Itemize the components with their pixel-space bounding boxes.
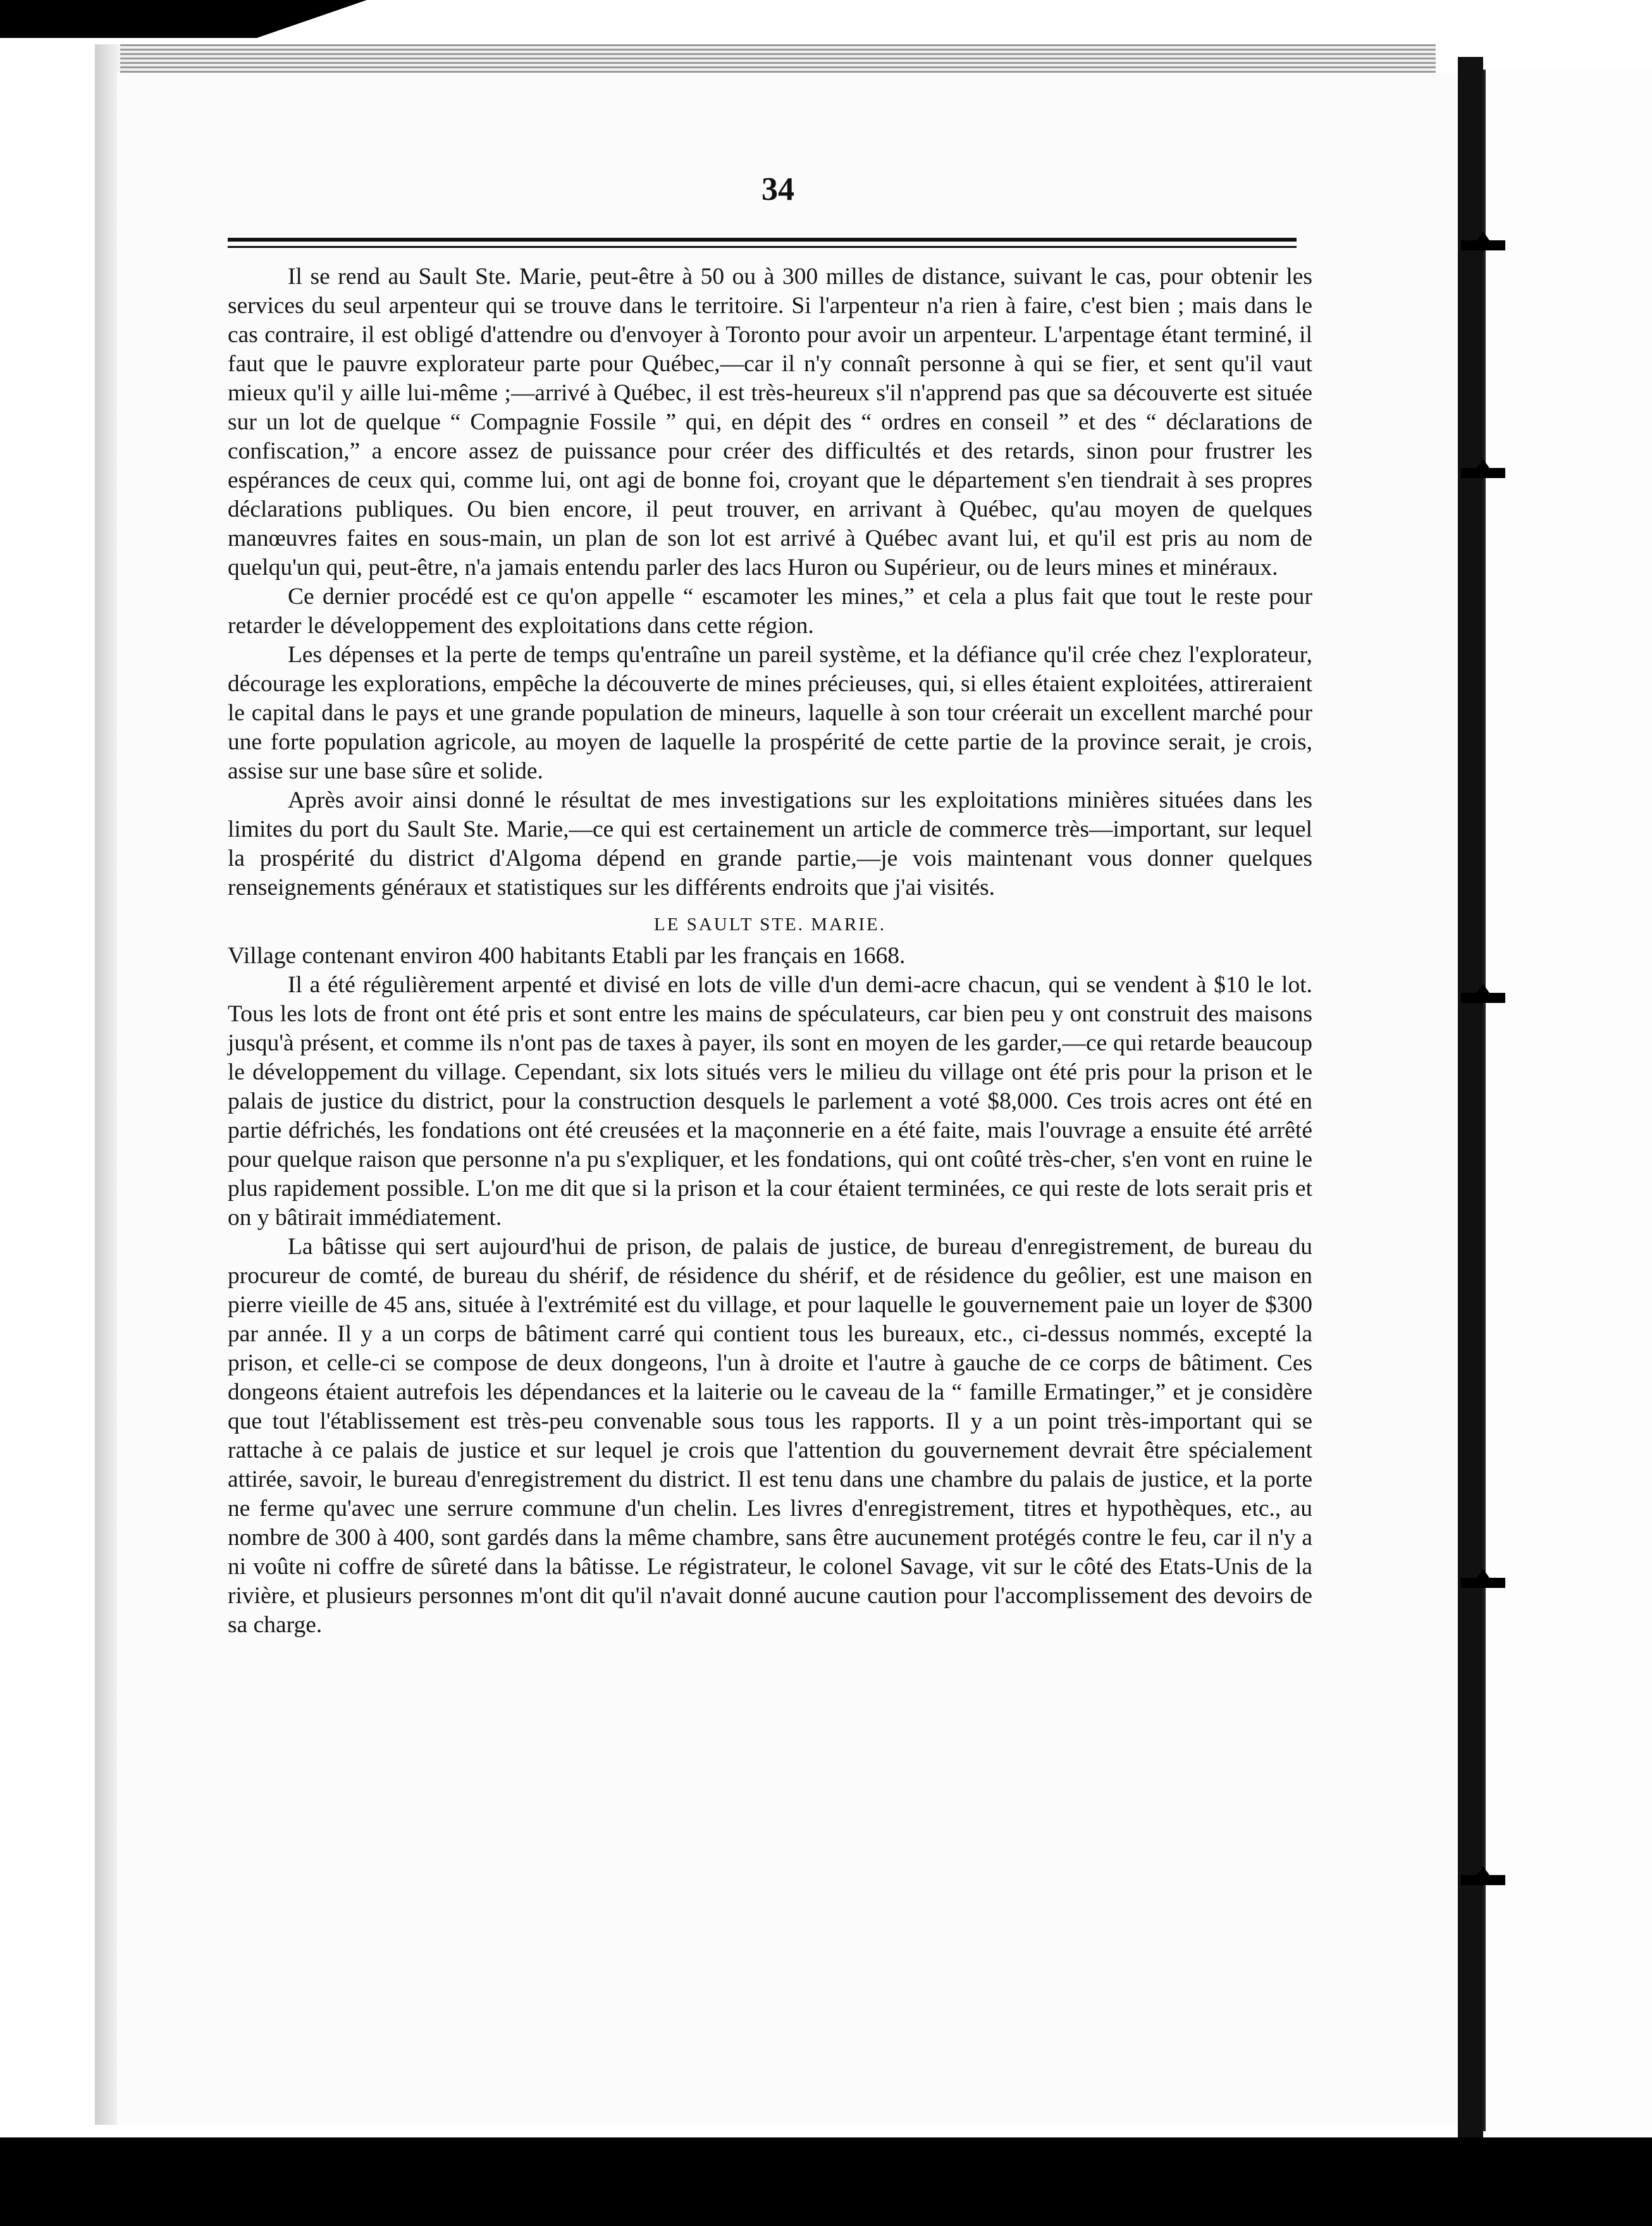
scan-border-right <box>1458 57 1483 2144</box>
margin-marker <box>1461 1578 1505 1588</box>
margin-marker <box>1461 240 1505 250</box>
paragraph: La bâtisse qui sert aujourd'hui de prison, de palais de justice, de bureau d'enregistrement, de bureau du procureur de comté, de bureau du shérif, de résidence du shérif, et de résidence du geôlier, est une maison en pierre vieille de 45 ans, située à l'extrémité est du village, et pour laquelle le gouvernement paie un loyer de $300 par année. Il y a un corps de bâtiment carré qui contient tous les bureaux, etc., ci-dessus nommés, excepté la prison, et celle-ci se compose de deux dongeons, l'un à droite et l'autre à gauche de ce corps de bâtiment. Ces dongeons étaient autrefois les dépendances et la laiterie ou le caveau de la “ famille Ermatinger,” et je considère que tout l'établissement est très-peu convenable sous tous les rapports. Il y a un point très-important qui se rattache à ce palais de justice et sur lequel je crois que l'attention du gouvernement devrait être spécialement attirée, savoir, le bureau d'enregistrement du district. Il est tenu dans une chambre du palais de justice, et la porte ne ferme qu'avec une serrure commune d'un chelin. Les livres d'enregistrement, titres et hypothèques, etc., au nombre de 300 à 400, sont gardés dans la même chambre, sans être aucunement protégés contre le feu, car il n'y a ni voûte ni coffre de sûreté dans la bâtisse. Le régistrateur, le colonel Savage, vit sur le côté des Etats-Unis de la rivière, et plusieurs personnes m'ont dit qu'il n'avait donné aucune caution pour l'accomplissement des devoirs de sa charge. <box>228 1234 1312 1638</box>
stacked-page-edges <box>95 44 1436 76</box>
paragraph: Après avoir ainsi donné le résultat de mes investigations sur les exploitations minières situées dans les limites du port du Sault Ste. Marie,—ce qui est certainement un article de commerce très—important, sur lequel la prospérité du district d'Algoma dépend en grande partie,—je vois maintenant vous donner quelques renseignements généraux et statistiques sur les différents endroits que j'ai visités. <box>228 787 1312 901</box>
scan-border-bottom <box>0 2137 1652 2226</box>
page-shadow <box>95 44 120 2125</box>
paragraph: Ce dernier procédé est ce qu'on appelle “ escamoter les mines,” et cela a plus fait que tout le reste pour retarder le développement des exploitations dans cette région. <box>228 584 1312 639</box>
paragraph: Les dépenses et la perte de temps qu'entraîne un pareil système, et la défiance qu'il crée chez l'explorateur, décourage les explorations, empêche la découverte de mines précieuses, qui, si elles étaient exploitées, attireraient le capital dans le pays et une grande population de mineurs, laquelle à son tour créerait un excellent marché pour une forte population agricole, au moyen de laquelle la prospérité de cette partie de la province serait, je crois, assise sur une base sûre et solide. <box>228 642 1312 784</box>
page-fold-line <box>1483 70 1486 2131</box>
page-number: 34 <box>761 171 794 207</box>
section-intro: Village contenant environ 400 habitants Etabli par les français en 1668. <box>228 943 906 969</box>
scan-border-top <box>0 0 367 38</box>
header-rule <box>228 238 1297 242</box>
header-rule <box>228 246 1297 248</box>
margin-marker <box>1461 993 1505 1003</box>
margin-marker <box>1461 468 1505 478</box>
body-text <box>228 262 1312 1640</box>
margin-marker <box>1461 1875 1505 1885</box>
paragraph: Il se rend au Sault Ste. Marie, peut-être à 50 ou à 300 milles de distance, suivant le cas, pour obtenir les services du seul arpenteur qui se trouve dans le territoire. Si l'arpenteur n'a rien à faire, c'est bien ; mais dans le cas contraire, il est obligé d'attendre ou d'envoyer à Toronto pour avoir un arpenteur. L'arpentage étant terminé, il faut que le pauvre explorateur parte pour Québec,—car il n'y connaît personne à qui se fier, et sent qu'il vaut mieux qu'il y aille lui-même ;—arrivé à Québec, il est très-heureux s'il n'apprend pas que sa découverte est située sur un lot de quelque “ Compagnie Fossile ” qui, en dépit des “ ordres en conseil ” et des “ déclarations de confiscation,” a encore assez de puissance pour créer des difficultés et des retards, sinon pour frustrer les espérances de ceux qui, comme lui, ont agi de bonne foi, croyant que le département s'en tiendrait à ses propres déclarations publiques. Ou bien encore, il peut trouver, en arrivant à Québec, qu'au moyen de quelques manœuvres faites en sous-main, un plan de son lot est arrivé à Québec avant lui, et qu'il est pris au nom de quelqu'un qui, peut-être, n'a jamais entendu parler des lacs Huron ou Supérieur, ou de leurs mines et minéraux. <box>228 264 1312 581</box>
paragraph: Il a été régulièrement arpenté et divisé en lots de ville d'un demi-acre chacun, qui se vendent à $10 le lot. Tous les lots de front ont été pris et sont entre les mains de spéculateurs, car bien peu y ont construit des maisons jusqu'à présent, et comme ils n'ont pas de taxes à payer, ils sont en moyen de les garder,—ce qui retarde beaucoup le développement du village. Cependant, six lots situés vers le milieu du village ont été pris pour la prison et le palais de justice du district, pour la construction desquels le parlement a voté $8,000. Ces trois acres ont été en partie défrichés, les fondations ont été creusées et la maçonnerie en a été faite, mais l'ouvrage a ensuite été arrêté pour quelque raison que personne n'a pu s'expliquer, et les fondations, qui ont coûté très-cher, s'en vont en ruine le plus rapidement possible. L'on me dit que si la prison et la cour étaient terminées, ce qui reste de lots serait pris et on y bâtirait immédiatement. <box>228 972 1312 1231</box>
section-heading: LE SAULT STE. MARIE. <box>654 914 886 935</box>
adjacent-page-margin <box>1483 70 1652 2131</box>
